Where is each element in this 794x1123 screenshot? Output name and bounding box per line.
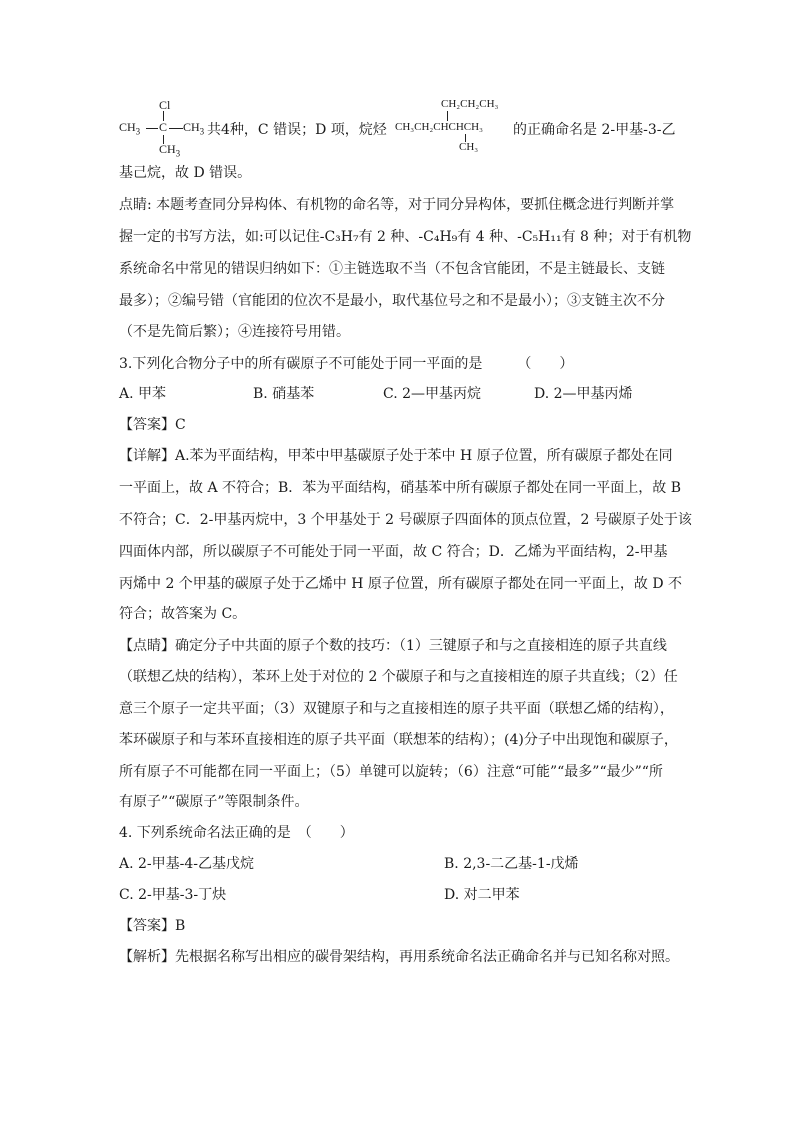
- methyl-left: $CH_3$: [119, 120, 141, 137]
- formula-text-1: 共4种，C 错误；D 项，烷烃: [207, 122, 387, 138]
- q3-detail-line: 【详解】A.苯为平面结构，甲苯中甲基碳原子处于苯中 H 原子位置，所有碳原子都处在同: [119, 448, 673, 464]
- q3-tips-line: （联想乙炔的结构），苯环上处于对位的 2 个碳原子和与之直接相连的原子共直线；（2）任: [119, 669, 678, 685]
- q3-option-b: B. 硝基苯: [253, 386, 315, 402]
- text-line: 最多）；②编号错（官能团的位次不是最小，取代基位号之和不是最小）；③支链主次不分: [119, 293, 665, 309]
- question-3-stem: 3.下列化合物分子中的所有碳原子不可能处于同一平面的是 （ ）: [119, 356, 574, 372]
- text-line: 系统命名中常见的错误归纳如下：①主链选取不当（不包含官能团，不是主链最长、支链: [119, 261, 665, 277]
- q3-option-c: C. 2—甲基丙烷: [383, 386, 482, 402]
- q3-detail-line: 不符合；C．2-甲基丙烷中，3 个甲基处于 2 号碳原子四面体的顶点位置，2 号碳原子处于该: [119, 512, 692, 528]
- text-line: （不是先简后繁）；④连接符号用错。: [119, 324, 350, 340]
- q3-detail-line: 符合；故答案为 C。: [119, 606, 247, 622]
- formula-line: [119, 96, 719, 158]
- q3-detail-line: 一平面上，故 A 不符合；B．苯为平面结构，硝基苯中所有碳原子都处在同一平面上，故 B: [119, 480, 682, 496]
- q3-tips-line: 苯环碳原子和与苯环直接相连的原子共平面（联想苯的结构）；(4)分子中出现饱和碳原子，: [119, 732, 678, 748]
- methyl-right: $CH_3$: [183, 120, 205, 137]
- q3-answer: 【答案】C: [119, 417, 186, 433]
- q3-tips-line: 意三个原子一定共平面；（3）双键原子和与之直接相连的原子共平面（联想乙烯的结构），: [119, 701, 674, 717]
- methyl-branch: CH₃: [459, 141, 479, 153]
- bond-left: [146, 128, 158, 129]
- q3-detail-line: 丙烯中 2 个甲基的碳原子处于乙烯中 H 原子位置，所有碳原子都处在同一平面上，故 D 不: [119, 576, 683, 592]
- chlorine-label: Cl: [159, 98, 171, 112]
- q3-option-d: D. 2—甲基丙烯: [534, 386, 633, 402]
- methyl-below: $CH_3$: [159, 142, 181, 159]
- q4-option-a: A. 2-甲基-4-乙基戊烷: [119, 856, 255, 872]
- main-chain: CH₃CH₂CHCHCH₃: [395, 121, 483, 133]
- text-line: 基己烷，故 D 错误。: [119, 165, 252, 181]
- central-carbon: C: [159, 120, 168, 134]
- q4-option-c: C. 2-甲基-3-丁炔: [119, 887, 227, 903]
- q4-option-b: B. 2,3-二乙基-1-戊烯: [444, 856, 579, 872]
- text-line: 握一定的书写方法，如:可以记住-C₃H₇有 2 种、-C₄H₉有 4 种、-C₅H₁₁有 8 种；对于有机物: [119, 229, 692, 245]
- q4-option-d: D. 对二甲苯: [444, 887, 520, 903]
- question-4-stem: 4. 下列系统命名法正确的是 （ ）: [119, 825, 354, 841]
- q4-analysis: 【解析】先根据名称写出相应的碳骨架结构，再用系统命名法正确命名并与已知名称对照。: [119, 949, 679, 965]
- q3-detail-line: 四面体内部，所以碳原子不可能处于同一平面，故 C 符合；D．乙烯为平面结构，2-甲基: [119, 544, 668, 560]
- formula-text-2: 的正确命名是 2-甲基-3-乙: [513, 122, 676, 138]
- bond-right: [169, 128, 183, 129]
- propyl-branch: CH₂CH₂CH₃: [441, 98, 499, 110]
- q3-tips-line: 所有原子不可能都在同一平面上；（5）单键可以旋转；（6）注意“可能”“最多”“最少”“所: [119, 764, 663, 780]
- q3-tips-line: 有原子”“碳原子”等限制条件。: [119, 794, 309, 810]
- q4-answer: 【答案】B: [119, 918, 186, 934]
- bond-branch-up: [447, 111, 448, 121]
- q3-option-a: A. 甲苯: [119, 386, 167, 402]
- text-line: 点睛: 本题考查同分异构体、有机物的命名等，对于同分异构体，要抓住概念进行判断并掌: [119, 197, 675, 213]
- q3-tips-line: 【点睛】确定分子中共面的原子个数的技巧：（1）三键原子和与之直接相连的原子共直线: [119, 638, 667, 654]
